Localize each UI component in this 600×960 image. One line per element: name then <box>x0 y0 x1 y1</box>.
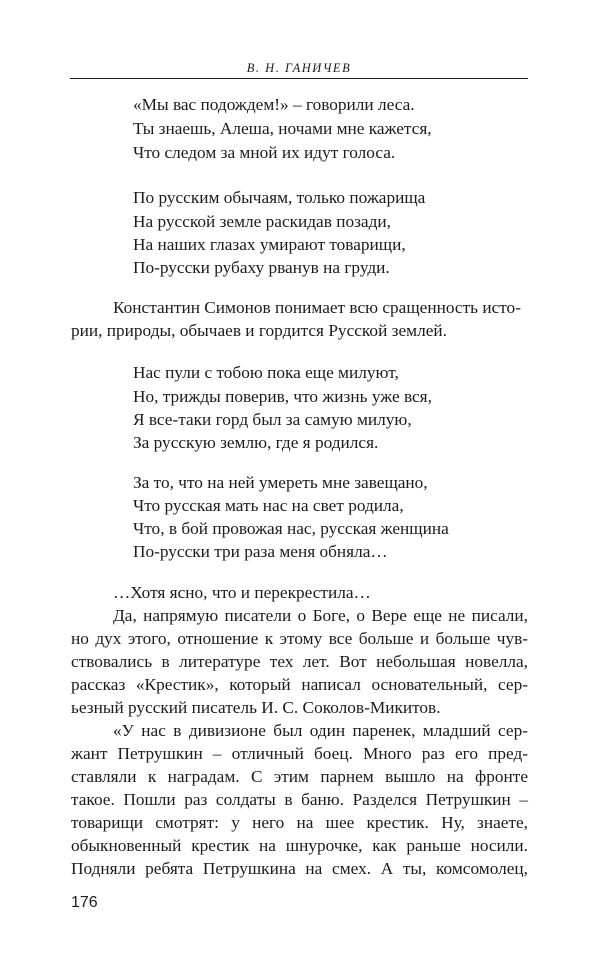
poem-line: «Мы вас подождем!» – говорили леса. <box>133 95 415 114</box>
page-number: 176 <box>71 894 98 911</box>
paragraph-line: ставляли к наградам. С этим парнем вышло на фронте <box>71 767 528 786</box>
poem-line: Нас пули с тобою пока еще милуют, <box>133 363 399 382</box>
paragraph-line: «У нас в дивизионе был один паренек, младший сер- <box>113 721 528 740</box>
paragraph-line: но дух этого, отношение к этому все больше и больше чув- <box>71 629 528 648</box>
poem-line: Ты знаешь, Алеша, ночами мне кажется, <box>133 119 432 138</box>
poem-line: За русскую землю, где я родился. <box>133 433 379 452</box>
paragraph-line: ствовались в литературе тех лет. Вот небольшая новелла, <box>71 652 528 671</box>
paragraph-line: …Хотя ясно, что и перекрестила… <box>113 583 371 602</box>
poem-line: Я все-таки горд был за самую милую, <box>133 410 412 429</box>
paragraph-line: рии, природы, обычаев и гордится Русской землей. <box>71 321 447 340</box>
poem-line: Что, в бой провожая нас, русская женщина <box>133 519 449 538</box>
poem-line: На русской земле раскидав позади, <box>133 212 391 231</box>
poem-line: Что русская мать нас на свет родила, <box>133 496 404 515</box>
header-rule <box>70 78 528 79</box>
paragraph-line: рассказ «Крестик», который написал основательный, сер- <box>71 675 528 694</box>
paragraph-line: такое. Пошли раз солдаты в баню. Разделся Петрушкин – <box>71 790 528 809</box>
poem-line: За то, что на ней умереть мне завещано, <box>133 473 428 492</box>
paragraph-line: обыкновенный крестик на шнурочке, как раньше носили. <box>71 836 528 855</box>
paragraph-line: жант Петрушкин – отличный боец. Много раз его пред- <box>71 744 528 763</box>
paragraph-line: Да, напрямую писатели о Боге, о Вере еще не писали, <box>113 606 528 625</box>
paragraph-line: Константин Симонов понимает всю сращенность исто- <box>113 298 521 317</box>
running-header: В. Н. ГАНИЧЕВ <box>246 61 352 75</box>
poem-line: По русским обычаям, только пожарища <box>133 188 426 207</box>
poem-line: По-русски три раза меня обняла… <box>133 542 388 561</box>
poem-line: По-русски рубаху рванув на груди. <box>133 258 390 277</box>
poem-line: На наших глазах умирают товарищи, <box>133 235 406 254</box>
paragraph-line: товарищи смотрят: у него на шее крестик. Ну, знаете, <box>71 813 528 832</box>
poem-line: Но, трижды поверив, что жизнь уже вся, <box>133 387 432 406</box>
paragraph-line: Подняли ребята Петрушкина на смех. А ты, комсомолец, <box>71 859 528 878</box>
paragraph-line: ьезный русский писатель И. С. Соколов-Микитов. <box>71 698 441 717</box>
poem-line: Что следом за мной их идут голоса. <box>133 143 396 162</box>
